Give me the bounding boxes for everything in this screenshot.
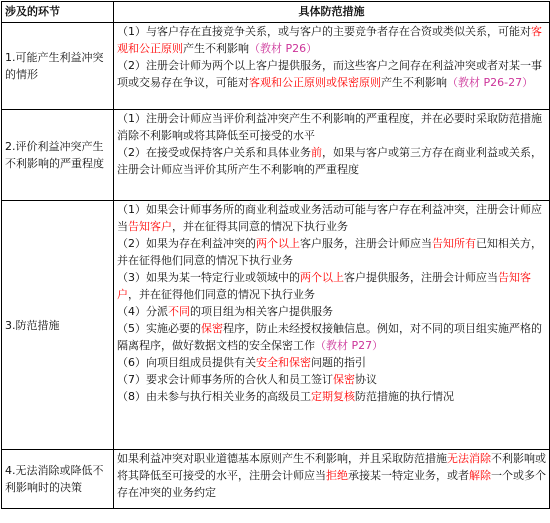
highlighted-text: 保密 — [201, 322, 223, 335]
measure-paragraph — [117, 23, 546, 57]
table-row — [2, 450, 550, 509]
measure-paragraph — [117, 450, 546, 501]
measure-paragraph — [117, 320, 546, 354]
highlighted-text: 告知客户 — [117, 271, 531, 301]
highlighted-text: 前 — [311, 146, 322, 159]
highlighted-text: 保密 — [333, 373, 355, 386]
measure-text: （4）分派 — [117, 305, 168, 318]
measure-text: （2）注册会计师为两个以上客户提供服务，而这些客户之间存在利益冲突或者对某一事项或交易存在争议，可能对 — [117, 59, 542, 89]
measure-text: 产生不利影响 — [381, 76, 447, 89]
measure-text: 已知相关方，并在征得他们同意的情况下执行业务 — [117, 237, 542, 267]
measure-text: 程序，防止未经授权接触信息。例如，对不同的项目组实施严格的隔离程序，做好数据文档的安全保密工作 — [117, 322, 542, 352]
row-label: 3.防范措施 — [2, 201, 114, 450]
row-label: 2.评价利益冲突产生不利影响的严重程度 — [2, 110, 114, 201]
measure-text: （5）实施必要的 — [117, 322, 201, 335]
highlighted-text: 两个以上 — [300, 271, 344, 284]
highlighted-text: 定期复核 — [311, 390, 355, 403]
measure-text: 客户服务，注册会计师应当 — [300, 237, 432, 250]
measure-paragraph — [117, 269, 546, 303]
measure-text: （1）注册会计师应当评价利益冲突产生不利影响的严重程度，并在必要时采取防范措施消除不利影响或将其降低至可接受的水平 — [117, 112, 542, 142]
measure-paragraph — [117, 57, 546, 91]
conflict-of-interest-table — [1, 1, 550, 509]
measure-text: 不利影响或将其降低至可接受的水平，注册会计师应当 — [117, 452, 546, 482]
row-measures — [114, 450, 550, 509]
highlighted-text: 告知客户 — [128, 220, 172, 233]
row-label: 4.无法消除或降低不利影响时的决策 — [2, 450, 114, 509]
measure-paragraph — [117, 388, 546, 405]
measure-paragraph — [117, 354, 546, 371]
measure-text: ，并在征得其同意的情况下执行业务 — [172, 220, 348, 233]
measure-paragraph — [117, 371, 546, 388]
table-row — [2, 201, 550, 450]
measure-text: 的项目组为相关客户提供服务 — [190, 305, 333, 318]
highlighted-text: 客观和公正原则 — [117, 25, 542, 55]
measure-text: （1）如果会计师事务所的商业利益或业务活动可能与客户存在利益冲突，注册会计师应当 — [117, 203, 542, 233]
measure-paragraph — [117, 303, 546, 320]
highlighted-text: 安全和保密 — [256, 356, 311, 369]
row-measures — [114, 23, 550, 110]
table-row — [2, 110, 550, 201]
highlighted-text: （教材 P26） — [249, 42, 318, 55]
measure-text: （2）在接受或保持客户关系和具体业务 — [117, 146, 311, 159]
highlighted-text: 无法消除 — [447, 452, 491, 465]
measure-text: （2）如果为存在利益冲突的 — [117, 237, 256, 250]
row-measures — [114, 201, 550, 450]
measure-text: （8）由未参与执行相关业务的高级员工 — [117, 390, 311, 403]
header-stage: 涉及的环节 — [2, 2, 114, 23]
header-measures: 具体防范措施 — [114, 2, 550, 23]
measure-text: 一个或多个存在冲突的业务约定 — [117, 469, 546, 499]
measure-paragraph — [117, 201, 546, 235]
measure-text: ，并在征得他们同意的情况下执行业务 — [128, 288, 315, 301]
measure-paragraph — [117, 235, 546, 269]
measure-text: 协议 — [355, 373, 377, 386]
table-row — [2, 23, 550, 110]
measure-paragraph — [117, 110, 546, 144]
measure-text: （7）要求会计师事务所的合伙人和员工签订 — [117, 373, 333, 386]
highlighted-text: 解除 — [469, 469, 491, 482]
measure-text: ，如果与客户或第三方存在商业利益或关系，注册会计师应当评价其所产生不利影响的严重程度 — [117, 146, 542, 176]
highlighted-text: 告知所有 — [432, 237, 476, 250]
row-measures — [114, 110, 550, 201]
row-label: 1.可能产生利益冲突的情形 — [2, 23, 114, 110]
highlighted-text: 两个以上 — [256, 237, 300, 250]
highlighted-text: 拒绝 — [326, 469, 348, 482]
highlighted-text: 不同 — [168, 305, 190, 318]
header-row — [2, 2, 550, 23]
measure-text: 承接某一特定业务，或者 — [348, 469, 469, 482]
highlighted-text: （教材 P26-27） — [447, 76, 534, 89]
highlighted-text: （教材 P27） — [315, 339, 384, 352]
measure-text: 问题的指引 — [311, 356, 366, 369]
measure-text: （6）向项目组成员提供有关 — [117, 356, 256, 369]
measure-text: 防范措施的执行情况 — [355, 390, 454, 403]
measure-text: 产生不利影响 — [183, 42, 249, 55]
measure-text: 如果利益冲突对职业道德基本原则产生不利影响，并且采取防范措施 — [117, 452, 447, 465]
measure-text: （1）与客户存在直接竞争关系，或与客户的主要竞争者存在合资或类似关系，可能对 — [117, 25, 531, 38]
highlighted-text: 客观和公正原则或保密原则 — [249, 76, 381, 89]
measure-paragraph — [117, 144, 546, 178]
measure-text: 客户提供服务，注册会计师应当 — [344, 271, 498, 284]
measure-text: （3）如果为某一特定行业或领域中的 — [117, 271, 300, 284]
